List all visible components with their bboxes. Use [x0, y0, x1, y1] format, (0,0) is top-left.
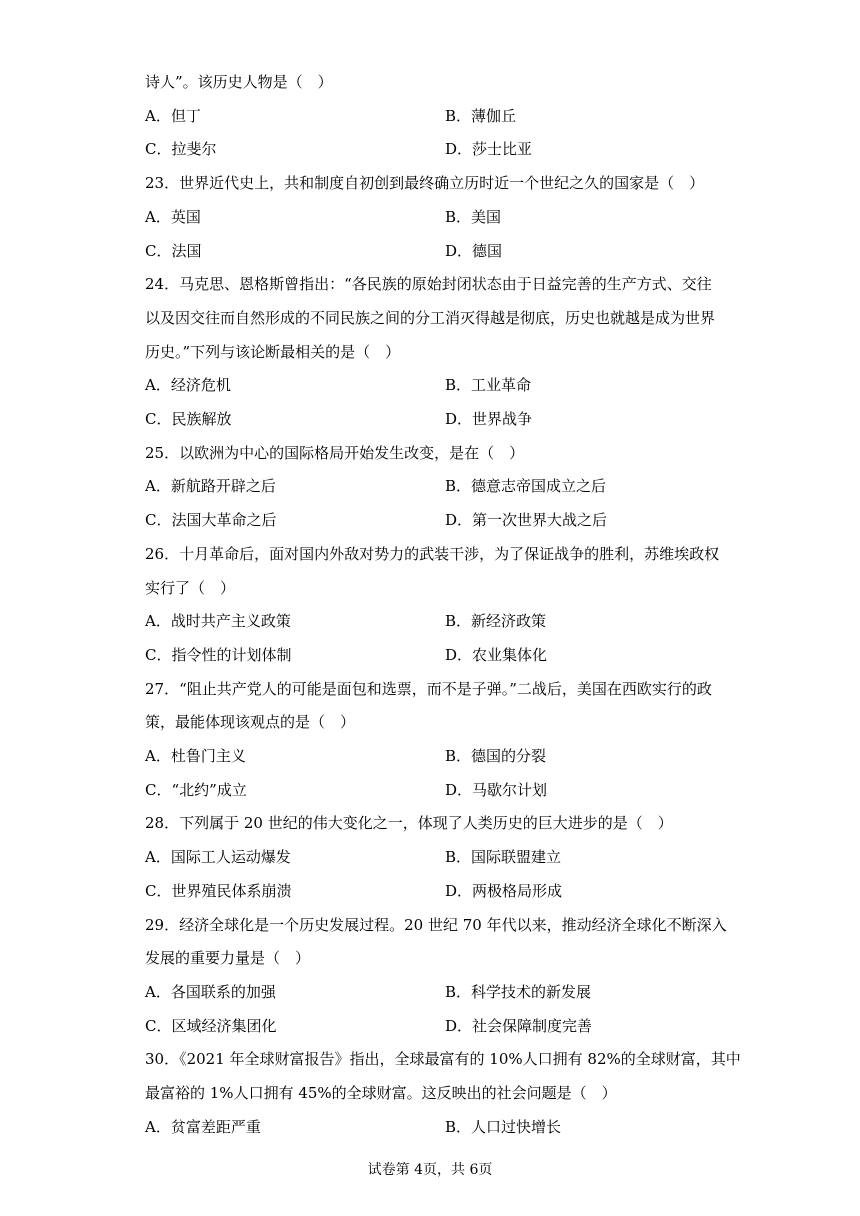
option-row [145, 409, 720, 429]
question-stem-line: 23．世界近代史上，共和制度自初创到最终确立历时近一个世纪之久的国家是（ ） [145, 174, 705, 192]
option-row [145, 847, 720, 867]
answer-option: A．经济危机 [145, 376, 231, 394]
answer-option: C．拉斐尔 [145, 140, 217, 158]
answer-option: D．马歇尔计划 [445, 781, 548, 799]
option-row [145, 645, 720, 665]
answer-option: C．区域经济集团化 [145, 1017, 277, 1035]
answer-option: D．德国 [445, 242, 503, 260]
answer-option: A．杜鲁门主义 [145, 747, 246, 765]
option-row [145, 375, 720, 395]
option-row [145, 746, 720, 766]
answer-option: A．战时共产主义政策 [145, 612, 291, 630]
answer-option: C．“北约”成立 [145, 781, 247, 799]
question-stem-line: 30．《2021 年全球财富报告》指出，全球最富有的 10%人口拥有 82%的全球财富，其中 [145, 1050, 741, 1068]
question-stem-line: 历史。”下列与该论断最相关的是（ ） [145, 343, 401, 361]
question-stem-line: 最富裕的 1%人口拥有 45%的全球财富。这反映出的社会问题是（ ） [145, 1084, 617, 1102]
question-stem-line: 26．十月革命后，面对国内外敌对势力的武装干涉，为了保证战争的胜利，苏维埃政权 [145, 545, 720, 563]
question-stem-line: 27．“阻止共产党人的可能是面包和选票，而不是子弹。”二战后，美国在西欧实行的政 [145, 680, 712, 698]
question-stem-line: 24．马克思、恩格斯曾指出：“各民族的原始封闭状态由于日益完善的生产方式、交往 [145, 275, 712, 293]
answer-option: A．国际工人运动爆发 [145, 848, 291, 866]
answer-option: B．新经济政策 [445, 612, 547, 630]
answer-option: D．第一次世界大战之后 [445, 511, 608, 529]
answer-option: C．法国大革命之后 [145, 511, 277, 529]
answer-option: B．工业革命 [445, 376, 532, 394]
answer-option: B．人口过快增长 [445, 1118, 562, 1136]
question-stem-line: 28．下列属于 20 世纪的伟大变化之一，体现了人类历史的巨大进步的是（ ） [145, 814, 673, 832]
option-row [145, 476, 720, 496]
option-row [145, 780, 720, 800]
option-row [145, 106, 720, 126]
option-row [145, 611, 720, 631]
answer-option: A．英国 [145, 208, 201, 226]
option-row [145, 1016, 720, 1036]
answer-option: D．世界战争 [445, 410, 533, 428]
option-row [145, 982, 720, 1002]
answer-option: A．各国联系的加强 [145, 983, 276, 1001]
option-row [145, 139, 720, 159]
option-row [145, 207, 720, 227]
answer-option: B．薄伽丘 [445, 107, 517, 125]
page-footer: 试卷第 4页，共 6页 [367, 1162, 493, 1178]
answer-option: B．国际联盟建立 [445, 848, 562, 866]
answer-option: D．两极格局形成 [445, 882, 563, 900]
option-row [145, 241, 720, 261]
answer-option: A．贫富差距严重 [145, 1118, 261, 1136]
answer-option: C．世界殖民体系崩溃 [145, 882, 292, 900]
question-22-tail: 诗人”。该历史人物是（ ） [145, 73, 333, 91]
answer-option: A．新航路开辟之后 [145, 477, 276, 495]
option-row [145, 1117, 720, 1137]
question-stem-line: 以及因交往而自然形成的不同民族之间的分工消灭得越是彻底，历史也就越是成为世界 [145, 309, 716, 327]
answer-option: B．德国的分裂 [445, 747, 547, 765]
answer-option: C．民族解放 [145, 410, 232, 428]
question-stem-line: 发展的重要力量是（ ） [145, 949, 311, 967]
question-stem-line: 策，最能体现该观点的是（ ） [145, 713, 356, 731]
option-row [145, 510, 720, 530]
answer-option: B．德意志帝国成立之后 [445, 477, 607, 495]
answer-option: D．莎士比亚 [445, 140, 533, 158]
answer-option: B．科学技术的新发展 [445, 983, 592, 1001]
answer-option: D．社会保障制度完善 [445, 1017, 593, 1035]
answer-option: B．美国 [445, 208, 502, 226]
option-row [145, 881, 720, 901]
answer-option: D．农业集体化 [445, 646, 548, 664]
answer-option: C．法国 [145, 242, 202, 260]
answer-option: C．指令性的计划体制 [145, 646, 292, 664]
question-stem-line: 25．以欧洲为中心的国际格局开始发生改变，是在（ ） [145, 444, 525, 462]
answer-option: A．但丁 [145, 107, 201, 125]
question-stem-line: 29．经济全球化是一个历史发展过程。20 世纪 70 年代以来，推动经济全球化不断深入 [145, 916, 727, 934]
question-stem-line: 实行了（ ） [145, 579, 236, 597]
